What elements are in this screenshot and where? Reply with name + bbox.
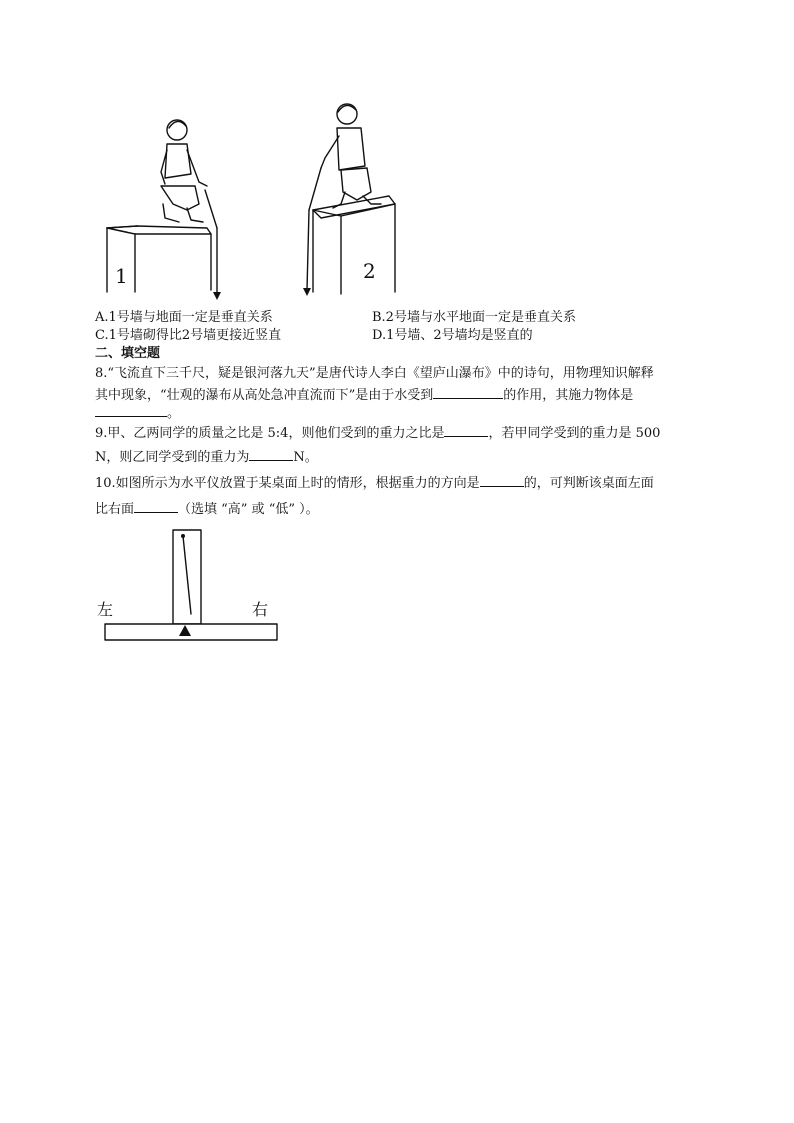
q9-line-1-pre: 9.甲、乙两同学的质量之比是 5:4，则他们受到的重力之比是 [95, 426, 445, 441]
q9-line-2 [95, 446, 318, 468]
q9-line-2-post: N。 [293, 450, 318, 465]
q8-line-3-post: 。 [167, 406, 181, 421]
worker-2-icon [321, 104, 381, 208]
wall-1 [107, 120, 221, 300]
worker-1-icon [161, 120, 207, 222]
q10-line-2 [95, 498, 319, 520]
left-label: 左 [97, 600, 114, 619]
q9-line-2-pre: N，则乙同学受到的重力为 [95, 450, 250, 465]
q10-line-1-post: 的，可判断该桌面左面 [523, 476, 654, 491]
q9-blank-1[interactable] [444, 422, 488, 437]
option-c: C.1号墙砌得比2号墙更接近竖直 [95, 328, 282, 343]
q8-line-3 [95, 402, 180, 424]
q8-blank-2[interactable] [95, 402, 167, 417]
q8-blank-1[interactable] [433, 384, 503, 399]
option-a: A.1号墙与地面一定是垂直关系 [95, 310, 273, 325]
q10-blank-1[interactable] [480, 472, 524, 487]
section-title: 二、填空题 [95, 346, 161, 361]
wall-figure [95, 100, 425, 300]
q8-line-2-pre: 其中现象，“壮观的瀑布从高处急冲直流而下”是由于水受到 [95, 388, 434, 403]
option-d: D.1号墙、2号墙均是竖直的 [372, 328, 533, 343]
plumb-pivot [181, 534, 185, 538]
q9-line-1 [95, 422, 660, 444]
q10-line-2-pre: 比右面 [95, 502, 135, 517]
q10-line-1-pre: 10.如图所示为水平仪放置于某桌面上时的情形，根据重力的方向是 [95, 476, 480, 491]
table-surface [105, 624, 277, 640]
q10-line-1 [95, 472, 654, 494]
wall-2 [303, 104, 395, 296]
wall-1-label: 1 [115, 264, 128, 288]
q9-line-1-post: ，若甲同学受到的重力是 500 [488, 426, 661, 441]
right-label: 右 [252, 600, 269, 619]
level-figure [95, 528, 285, 644]
wall-2-label: 2 [363, 259, 376, 283]
q10-blank-2[interactable] [134, 498, 178, 513]
q10-line-2-post: （选填 “高” 或 “低” ）。 [178, 502, 319, 517]
q8-line-1: 8.“飞流直下三千尺，疑是银河落九天”是唐代诗人李白《望庐山瀑布》中的诗句，用物理知识解释 [95, 366, 654, 381]
q9-blank-2[interactable] [249, 446, 293, 461]
q8-line-2-post: 的作用，其施力物体是 [503, 388, 634, 403]
option-b: B.2号墙与水平地面一定是垂直关系 [372, 310, 576, 325]
